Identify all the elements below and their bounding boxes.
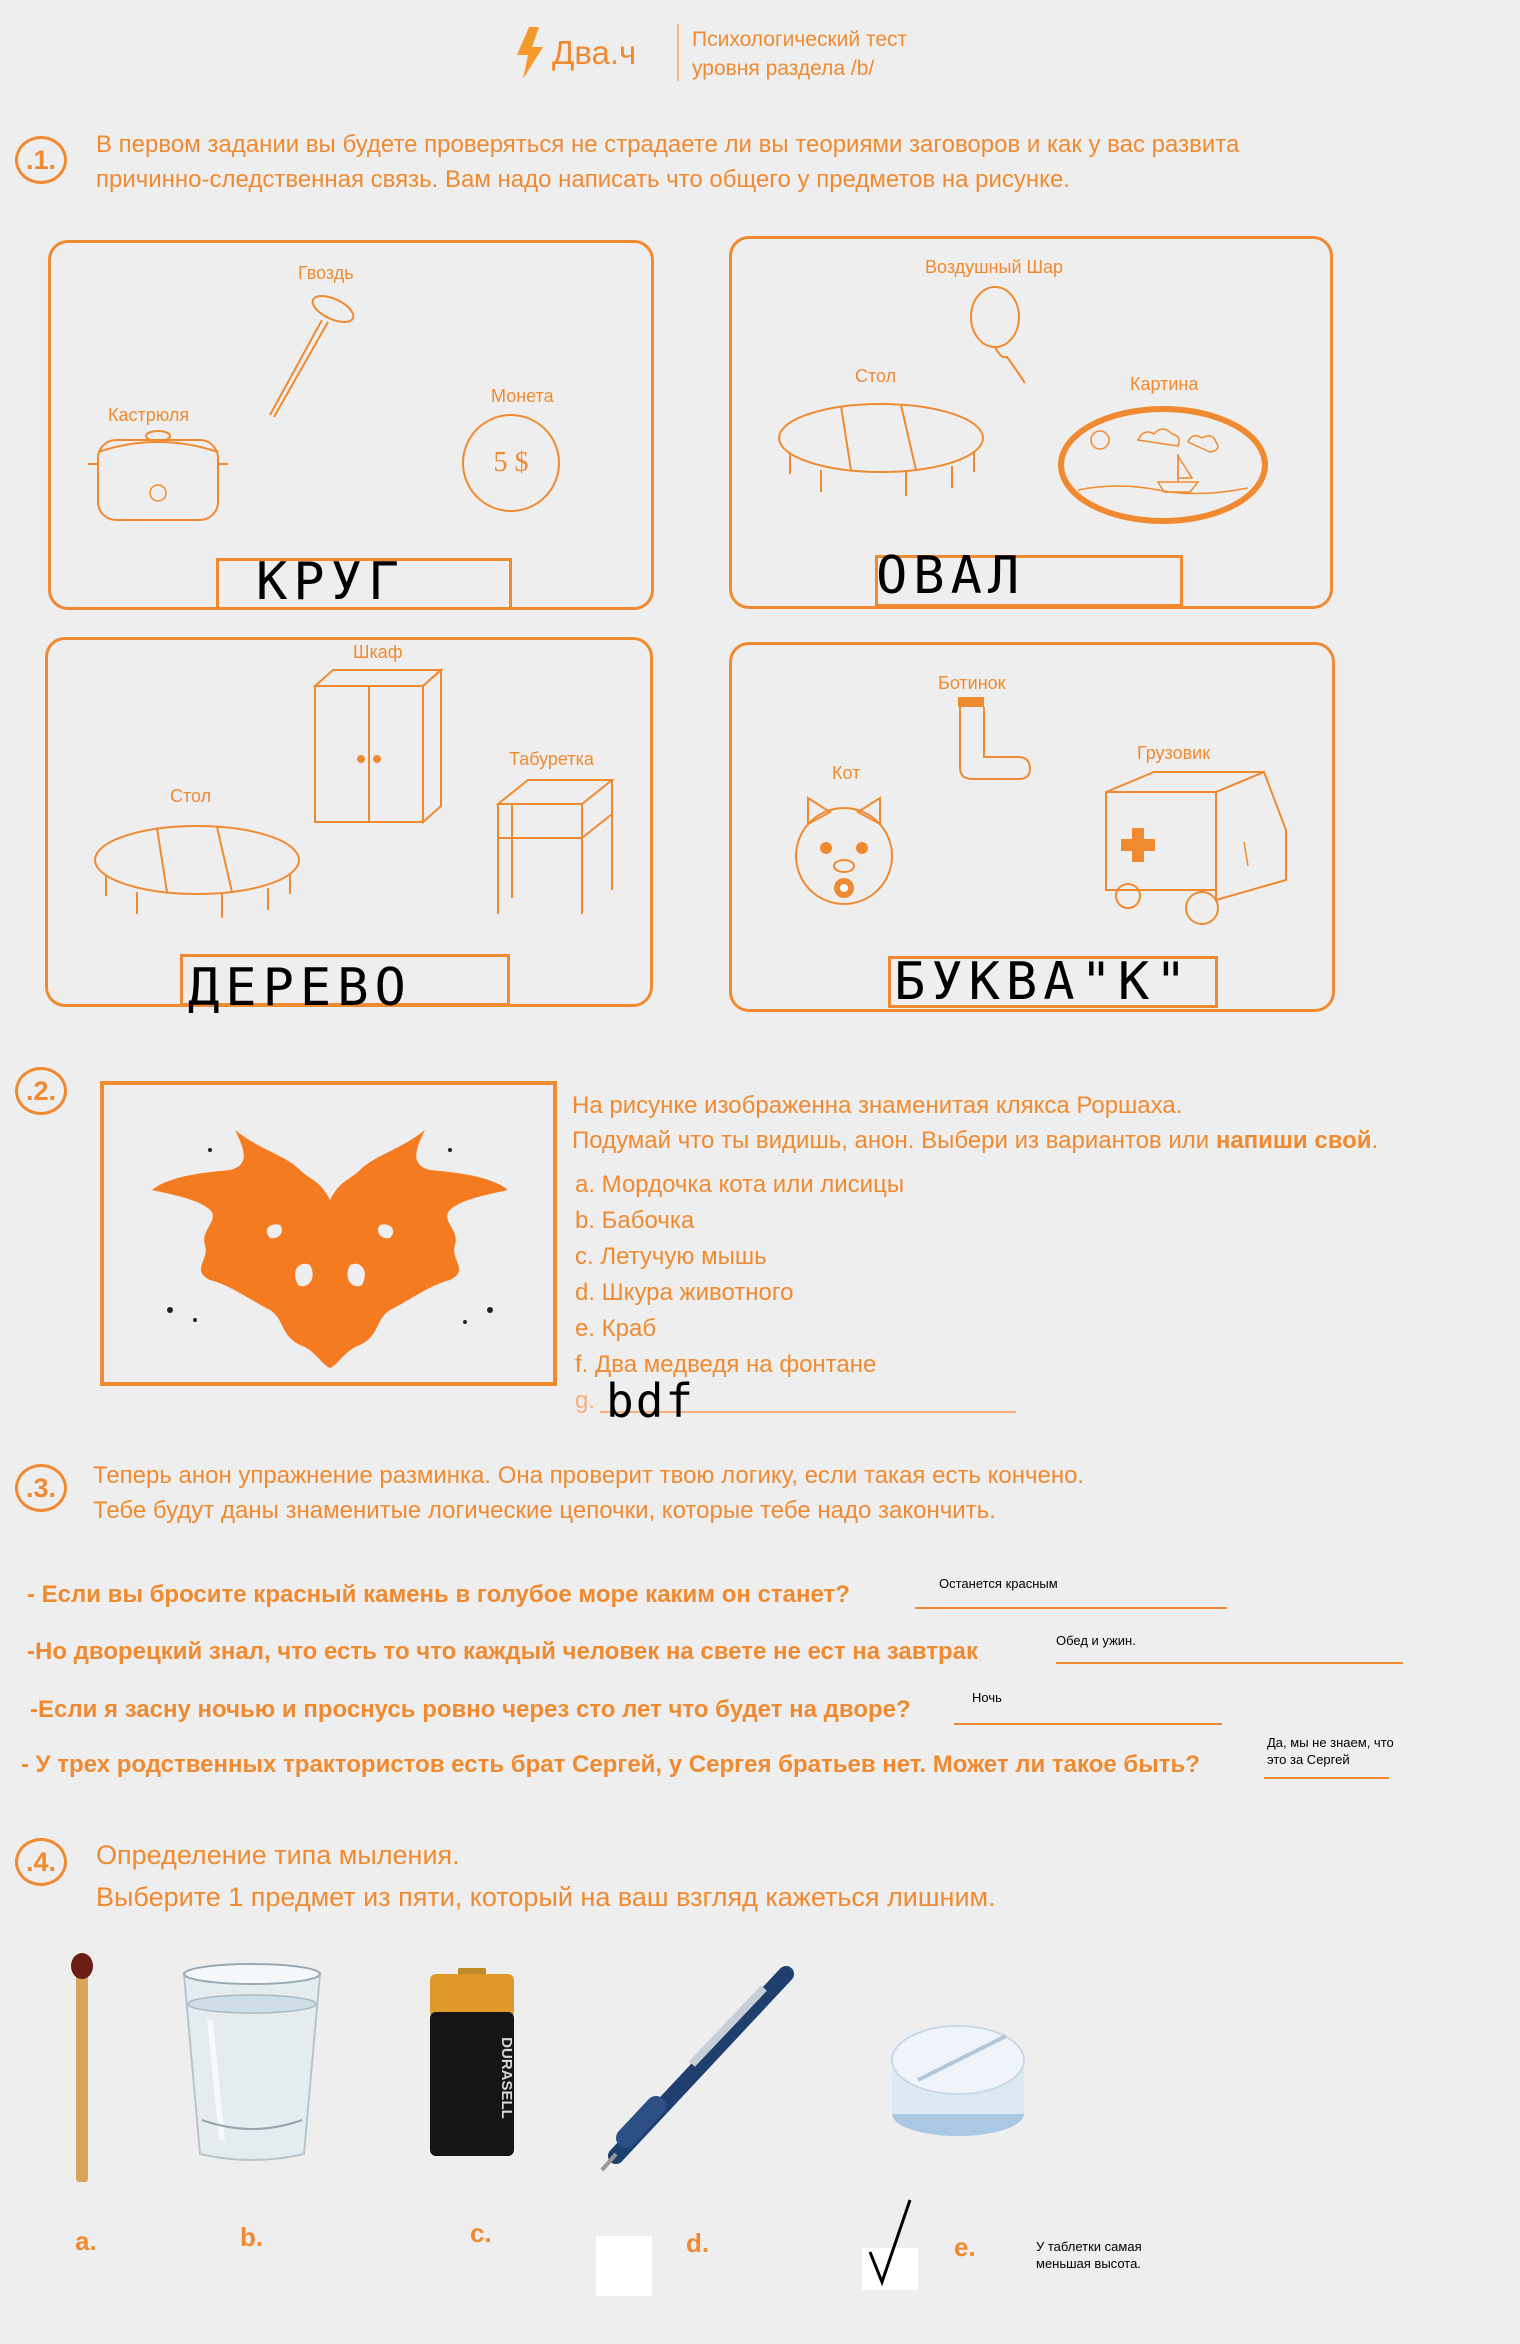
task2-intro-line-2-bold: напиши свой [1215, 1127, 1372, 1154]
pen-icon[interactable] [596, 1966, 796, 2176]
item-a-letter: a. [75, 2226, 97, 2256]
label-painting: Картина [1130, 374, 1199, 394]
item-d-letter: d. [686, 2228, 710, 2258]
task1-intro-line-1: В первом задании вы будете проверяться не страдаете ли вы теориями заговоров и как у вас развита [96, 131, 1240, 158]
task4-intro [96, 1834, 996, 1918]
task4-intro-line-2: Выберите 1 предмет из пяти, который на ваш взгляд кажеться лишним. [96, 1882, 996, 1912]
task4-intro-line-1: Определение типа мыления. [96, 1840, 460, 1870]
task2-intro-line-1: На рисунке изображенна знаменитая клякса Роршаха. [572, 1092, 1183, 1119]
option-a[interactable]: a. Мордочка кота или лисицы [575, 1171, 905, 1198]
answer-note-line-2: меньшая высота. [1036, 2256, 1141, 2271]
task2-intro [572, 1088, 1378, 1158]
logo-text: Два.ч [552, 34, 637, 71]
task2-intro-line-2 [572, 1123, 1378, 1158]
task1-panel-2-answer: ОВАЛ [876, 546, 1026, 606]
nail-icon [260, 290, 360, 420]
label-table-2: Стол [170, 786, 212, 806]
stool-icon [496, 778, 616, 918]
battery-icon[interactable] [428, 1968, 516, 2158]
pot-icon [88, 426, 228, 526]
task1-number: .1. [15, 136, 67, 184]
table-icon [776, 400, 986, 508]
task1-intro-line-2: причинно-следственная связь. Вам надо написать что общего у предметов на рисунке. [96, 166, 1070, 193]
item-e-answer-note [1036, 2238, 1142, 2272]
task3-intro-line-1: Теперь анон упражнение разминка. Она проверит твою логику, если такая есть кончено. [93, 1462, 1085, 1489]
question-2-input[interactable] [1056, 1662, 1403, 1664]
wardrobe-icon [313, 668, 443, 824]
label-table: Стол [855, 366, 897, 386]
task1-panel-1-answer: КРУГ [256, 552, 406, 612]
question-1-input[interactable] [915, 1607, 1227, 1609]
answer-note-line-1: У таблетки самая [1036, 2239, 1142, 2254]
label-pot: Кастрюля [108, 405, 190, 425]
task2-intro-line-2-end: . [1371, 1127, 1379, 1154]
question-3-answer: Ночь [972, 1690, 1002, 1705]
rorschach-options [575, 1167, 904, 1383]
checkmark-icon [868, 2198, 914, 2286]
question-3: -Если я засну ночью и проснусь ровно через сто лет что будет на дворе? [30, 1696, 911, 1723]
battery-brand: DURASELL [498, 2037, 515, 2119]
label-cat: Кот [832, 763, 861, 783]
question-4-answer-line-2: это за Сергей [1267, 1752, 1350, 1767]
item-c-letter: c. [470, 2218, 492, 2248]
question-2: -Но дворецкий знал, что есть то что каждый человек на свете не ест на завтрак [27, 1638, 978, 1665]
question-4-answer-line-1: Да, мы не знаем, что [1267, 1735, 1394, 1750]
item-b-letter: b. [240, 2222, 264, 2252]
task3-intro [93, 1458, 1084, 1528]
question-1-answer: Останется красным [939, 1576, 1058, 1591]
option-b[interactable]: b. Бабочка [575, 1207, 695, 1234]
task3-number: .3. [15, 1464, 67, 1512]
label-nail: Гвоздь [298, 263, 354, 283]
ink-blot-icon [150, 1110, 510, 1370]
header-divider [677, 24, 679, 81]
question-3-input[interactable] [954, 1723, 1222, 1725]
question-2-answer: Обед и ужин. [1056, 1633, 1136, 1648]
balloon-icon [967, 287, 1031, 387]
label-coin: Монета [491, 386, 554, 406]
boot-icon [956, 697, 1032, 781]
label-wardrobe: Шкаф [353, 642, 403, 662]
option-g-answer: bdf [606, 1374, 696, 1428]
task3-intro-line-2: Тебе будут даны знаменитые логические цепочки, которые тебе надо закончить. [93, 1497, 996, 1524]
subtitle-line-1: Психологический тест [692, 28, 908, 51]
question-4: - У трех родственных трактористов есть брат Сергей, у Сергея братьев нет. Может ли такое быть? [21, 1751, 1200, 1778]
option-f[interactable]: f. Два медведя на фонтане [575, 1351, 877, 1378]
option-d[interactable]: d. Шкура животного [575, 1279, 794, 1306]
coin-label: 5 $ [493, 447, 529, 478]
label-balloon: Воздушный Шар [925, 257, 1064, 277]
label-boot: Ботинок [938, 673, 1006, 693]
task2-intro-line-2-plain: Подумай что ты видишь, анон. Выбери из вариантов или [572, 1127, 1216, 1154]
item-e-letter: e. [954, 2232, 976, 2262]
option-e[interactable]: e. Краб [575, 1315, 657, 1342]
task1-intro [96, 127, 1239, 197]
item-d-answer-box[interactable] [596, 2236, 652, 2296]
coin-icon [462, 414, 560, 512]
option-g-letter: g. [575, 1387, 596, 1414]
task4-number: .4. [15, 1838, 67, 1886]
water-glass-icon[interactable] [180, 1960, 325, 2164]
label-truck: Грузовик [1137, 743, 1211, 763]
pill-icon[interactable] [882, 2010, 1034, 2150]
question-4-answer [1267, 1734, 1394, 1768]
truck-icon [1104, 770, 1288, 930]
lightning-icon [515, 27, 545, 79]
option-c[interactable]: c. Летучую мышь [575, 1243, 767, 1270]
task1-panel-3-answer: ДЕРЕВО [188, 958, 412, 1018]
question-1: - Если вы бросите красный камень в голубое море каким он станет? [27, 1581, 850, 1608]
header-subtitle [692, 25, 907, 83]
subtitle-line-2: уровня раздела /b/ [692, 57, 875, 80]
question-4-input[interactable] [1264, 1777, 1389, 1779]
task1-panel-4-answer: БУКВА"К" [894, 952, 1193, 1012]
cat-icon [792, 790, 896, 914]
match-icon[interactable] [70, 1952, 96, 2184]
label-stool: Табуретка [509, 749, 594, 769]
table-icon [92, 822, 302, 930]
painting-icon [1058, 406, 1268, 524]
task2-number: .2. [15, 1067, 67, 1115]
